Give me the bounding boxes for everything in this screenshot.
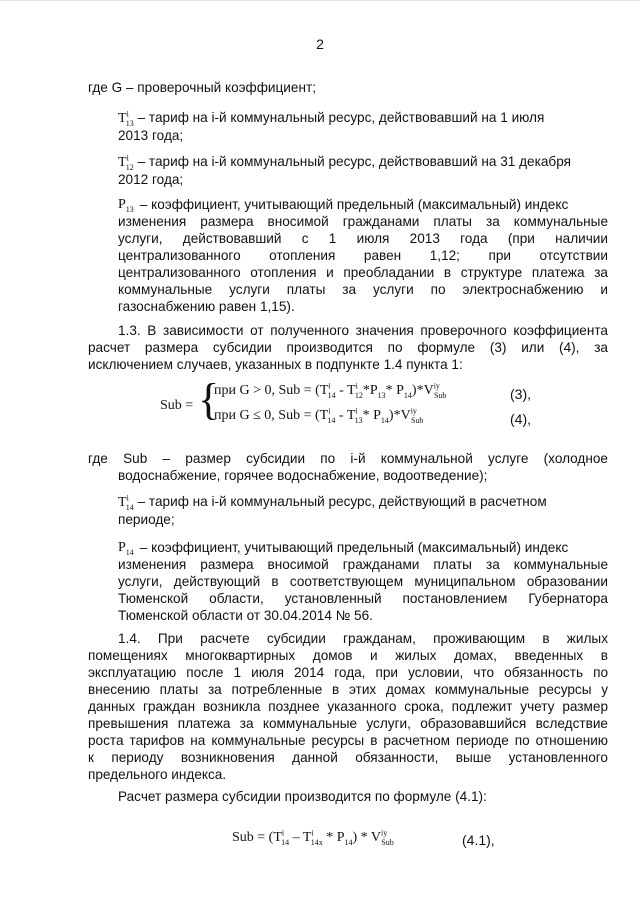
formula-lhs: Sub = [160,398,194,413]
section-1-4: 1.4. При расчете субсидии гражданам, проживающим в жилых помещениях многоквартирных домов и жилых домах, введенных в эксплуатацию после 1 июля 2014 года, при условии, что обязанность по внесению платы за потребленные в этих домах коммунальные ресурсы у данных граждан возникла позднее указанного срока, подлежит учету размер превышения платежа за коммунальные услуги, образовавшийся вследствие роста тарифов на коммунальные ресурсы в расчетном периоде по отношению к периоду возникновения данной обязанности, выше установленного предельного индекса. [88,631,608,782]
t14-definition: $T^i_{14}$ – тариф на i-й коммунальный ресурс, действующий в расчетном периоде; [118,493,547,527]
t12-definition: $T^i_{12}$ – тариф на i-й коммунальный ресурс, действовавший на 31 декабря 2012 года; [118,153,571,187]
para-g-definition: где G – проверочный коэффициент; [88,80,316,95]
p14-symbol: $P_{14}$ [118,540,134,557]
section-1-3: 1.3. В зависимости от полученного значения проверочного коэффициента расчет размера субсидии производится по формуле (3) или (4), за исключением случаев, указанных в подпункте 1.4 пункта 1: [88,323,608,372]
formula-brace: { [198,375,220,424]
formula-number-4-1: (4.1), [462,832,495,848]
formula-case-1: при G > 0, Sub = ($T^i_{14} - T^i_{12}*P_{13}*$ $P_{14})*V^{iy}_{Sub}$ [214,381,447,400]
formula-case-2: при G ≤ 0, Sub = ($T^i_{14} - T^i_{13}*$ $P_{14})*V^{iy}_{Sub}$ [214,406,424,425]
formula-number-3: (3), [510,386,531,402]
top-border [0,0,640,1]
page-number: 2 [316,36,324,52]
p14-definition: $P_{14}$ – коэффициент, учитывающий предельный (максимальный) индекс изменения размера вносимой гражданами платы за коммунальные услуги, действующий в соответствующем муниципальном образовании Тюменской области, установленный постановлением Губернатора Тюменской области от 30.04.2014 № 56. [118,540,608,623]
t13-symbol: $T^i_{13}$ [118,109,134,128]
t13-definition: $T^i_{13}$ – тариф на i-й коммунальный ресурс, действовавший на 1 июля 2013 года; [118,109,545,143]
calc-4-1-intro: Расчет размера субсидии производится по формуле (4.1): [118,789,487,804]
formula-number-4: (4), [510,411,531,427]
formula-4-1: Sub = $(T^i_{14} - T^i_{14x} * P_{14}) * V^{iy}_{Sub}$ [232,828,394,847]
sub-definition: где Sub – размер субсидии по i-й коммунальной услуге (холодное водоснабжение, горячее водоснабжение, водоотведение); [88,451,608,483]
p13-definition: $P_{13}$ – коэффициент, учитывающий предельный (максимальный) индекс изменения размера вносимой гражданами платы за коммунальные услуги, действовавший с 1 июля 2013 года (при наличии централизованного отопления равен 1,12; при отсутствии централизованного отопления и преобладании в структуре платежа за коммунальные услуги платы за услуги по электроснабжению и газоснабжению равен 1,15). [118,197,608,314]
p13-symbol: $P_{13}$ [118,197,134,214]
t12-symbol: $T^i_{12}$ [118,153,134,172]
t14-symbol: $T^i_{14}$ [118,493,134,512]
